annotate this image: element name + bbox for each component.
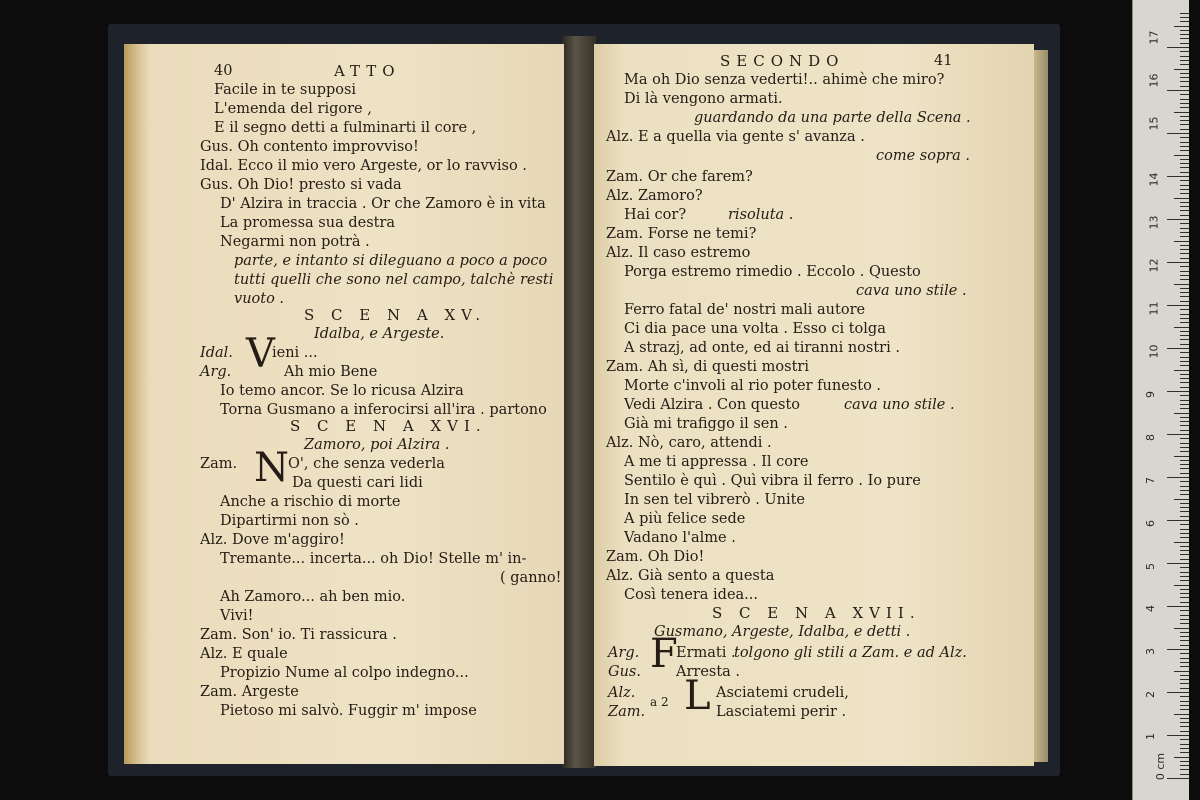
ruler-number: 10 [1147,344,1161,359]
text-line: Ermati . [676,645,736,661]
scene-characters: Idalba, e Argeste. [314,326,445,342]
ruler-tick [1180,142,1189,143]
text-line: O', che senza vederla [288,456,445,472]
ruler-tick [1180,516,1189,517]
ruler-tick [1180,451,1189,452]
ruler-tick [1180,572,1189,573]
ruler-tick [1180,292,1189,293]
ruler-tick [1180,146,1189,147]
ruler-tick [1174,155,1189,156]
ruler-tick [1180,228,1189,229]
text-line: D' Alzira in traccia . Or che Zamoro è in vita [220,196,546,212]
text-line: In sen tel vibrerò . Unite [624,492,806,508]
ruler-tick [1180,365,1189,366]
ruler-tick [1180,765,1189,766]
ruler-tick [1180,550,1189,551]
ruler-tick [1180,593,1189,594]
ruler-tick [1174,69,1189,70]
drop-cap: L [684,673,711,719]
ruler-tick [1167,391,1189,392]
text-line: Zam. Oh Dio! [606,549,705,565]
ruler-tick [1180,103,1189,104]
right-page [594,44,1034,766]
ruler-tick [1180,744,1189,745]
ruler-tick [1180,701,1189,702]
ruler-tick [1180,739,1189,740]
text-line: A più felice sede [624,511,746,527]
ruler-tick [1180,503,1189,504]
ruler-tick [1180,533,1189,534]
ruler-tick [1180,288,1189,289]
ruler-tick [1180,86,1189,87]
ruler-tick [1180,726,1189,727]
text-line: Ci dia pace una volta . Esso ci tolga [624,321,886,337]
ruler-tick [1180,610,1189,611]
ruler-tick [1167,348,1189,349]
ruler-tick [1167,606,1189,607]
ruler-tick [1180,335,1189,336]
ruler-tick [1180,73,1189,74]
ruler-number: 5 [1144,563,1157,570]
stage-direction: risoluta . [728,207,794,223]
text-line: Io temo ancor. Se lo ricusa Alzira [220,383,464,399]
text-line: Ah Zamoro... ah ben mio. [220,589,406,605]
ruler-tick [1180,473,1189,474]
ruler-tick [1180,666,1189,667]
ruler-tick [1180,662,1189,663]
text-line: Propizio Nume al colpo indegno... [220,665,469,681]
ruler-tick [1167,778,1189,779]
text-line: Asciatemi crudeli, [716,685,849,701]
ruler-tick [1167,305,1189,306]
ruler-tick [1180,322,1189,323]
speaker-label: Idal. [200,345,233,361]
text-line: La promessa sua destra [220,215,396,231]
ruler-tick [1180,206,1189,207]
ruler-tick [1180,722,1189,723]
ruler-tick [1180,490,1189,491]
text-line: Gus. Oh contento improvviso! [200,139,419,155]
text-line: Facile in te supposi [214,82,357,98]
ruler-tick [1180,253,1189,254]
page-number: 40 [214,63,233,79]
ruler-tick [1180,481,1189,482]
ruler-tick [1180,430,1189,431]
drop-cap: N [254,445,289,491]
ruler-tick [1180,404,1189,405]
ruler-tick [1180,447,1189,448]
running-header: ATTO [334,62,401,80]
ruler-tick [1180,567,1189,568]
ruler-tick [1180,378,1189,379]
ruler-tick [1174,585,1189,586]
ruler-tick [1180,507,1189,508]
ruler-tick [1180,748,1189,749]
ruler-tick [1180,731,1189,732]
ruler-number: 6 [1144,520,1157,527]
page-edges [1034,50,1048,762]
ruler-tick [1180,636,1189,637]
ruler-tick [1167,735,1189,736]
ruler-tick [1180,468,1189,469]
text-line: Vivi! [220,608,254,624]
ruler-tick [1180,232,1189,233]
ruler-tick [1180,301,1189,302]
text-line: Torna Gusmano a inferocirsi all'ira . partono [220,402,547,418]
ruler-number: 15 [1147,116,1161,131]
ruler-number: 2 [1144,691,1157,698]
text-line: Alz. E a quella via gente s' avanza . [606,129,865,145]
ruler-tick [1180,137,1189,138]
text-line: Lasciatemi perir . [716,704,847,720]
ruler-tick [1180,163,1189,164]
ruler-tick [1180,202,1189,203]
ruler-tick [1180,94,1189,95]
ruler-tick [1174,112,1189,113]
text-line: Vadano l'alme . [624,530,736,546]
ruler-tick [1180,357,1189,358]
ruler-tick [1180,129,1189,130]
text-line: Vedi Alzira . Con questo [624,397,801,413]
ruler-tick [1180,81,1189,82]
speaker-label: Zam. [200,456,238,472]
ruler-tick [1180,761,1189,762]
ruler-tick [1180,344,1189,345]
ruler-tick [1174,714,1189,715]
ruler-tick [1174,628,1189,629]
ruler-tick [1174,671,1189,672]
ruler-tick [1180,683,1189,684]
ruler-tick [1180,464,1189,465]
ruler-tick [1180,576,1189,577]
drop-cap: V [246,331,275,377]
ruler-tick [1180,443,1189,444]
ruler-tick [1180,425,1189,426]
text-line: Ma oh Dio senza vederti!.. ahimè che miro? [624,72,945,88]
speaker-label: Alz. [608,685,636,701]
text-line: Alz. E quale [200,646,288,662]
ruler-tick [1180,43,1189,44]
ruler-tick [1180,13,1189,14]
text-line: Morte c'involi al rio poter funesto . [624,378,882,394]
ruler-tick [1167,649,1189,650]
ruler-tick [1180,271,1189,272]
ruler-tick [1180,615,1189,616]
text-line: Da questi cari lidi [292,475,423,491]
ruler-tick [1180,314,1189,315]
ruler-tick [1180,116,1189,117]
ruler-tick [1180,150,1189,151]
speaker-label: Gus. [608,664,641,680]
ruler-tick [1167,434,1189,435]
text-line: Zam. Son' io. Ti rassicura . [200,627,397,643]
ruler-tick [1180,421,1189,422]
ruler-tick [1180,537,1189,538]
ruler-tick [1180,193,1189,194]
page-number: 41 [934,53,953,69]
ruler-tick [1167,47,1189,48]
ruler-tick [1180,632,1189,633]
ruler-tick [1174,284,1189,285]
ruler-tick [1167,477,1189,478]
ruler-tick [1180,236,1189,237]
text-line: Negarmi non potrà . [220,234,370,250]
ruler-tick [1180,215,1189,216]
text-line: Arresta . [676,664,741,680]
ruler-tick [1180,258,1189,259]
text-line: Zam. Forse ne temi? [606,226,757,242]
ruler-tick [1180,460,1189,461]
ruler-tick [1180,296,1189,297]
text-line: Dipartirmi non sò . [220,513,359,529]
stage-direction: cava uno stile . [856,283,967,299]
text-line: Zam. Ah sì, di questi mostri [606,359,809,375]
scene-heading: S C E N A XV. [304,306,487,324]
stage-direction: guardando da una parte della Scena . [694,110,971,126]
ruler-tick [1180,64,1189,65]
ruler-tick [1180,640,1189,641]
ruler-tick [1180,580,1189,581]
text-line: Pietoso mi salvò. Fuggir m' impose [220,703,477,719]
ruler-tick [1180,107,1189,108]
ruler-number: 13 [1147,215,1161,230]
ruler-tick [1180,408,1189,409]
text-line: Porga estremo rimedio . Eccolo . Questo [624,264,921,280]
ruler-tick [1180,56,1189,57]
ruler-tick [1180,688,1189,689]
ruler-tick [1180,494,1189,495]
left-page [124,44,564,764]
text-line: Già mi trafiggo il sen . [624,416,788,432]
ruler-tick [1180,417,1189,418]
ruler-tick [1180,159,1189,160]
ruler-tick [1180,374,1189,375]
ruler-tick [1180,185,1189,186]
stage-direction: cava uno stile . [844,397,955,413]
text-line: Alz. Già sento a questa [606,568,775,584]
ruler-number: 8 [1144,434,1157,441]
text-line: Zam. Argeste [200,684,299,700]
text-line: A strazj, ad onte, ed ai tiranni nostri . [624,340,900,356]
ruler-tick [1180,529,1189,530]
ruler-tick [1180,382,1189,383]
stage-direction: come sopra . [876,148,971,164]
ruler-number: 14 [1147,172,1161,187]
ruler-tick [1174,456,1189,457]
stage-direction: tolgono gli stili a Zam. e ad Alz. [734,645,967,661]
ruler-tick [1174,542,1189,543]
ruler-number: 4 [1144,605,1157,612]
ruler-tick [1180,486,1189,487]
ruler-tick [1180,60,1189,61]
ruler-tick [1167,133,1189,134]
book-gutter [562,36,596,768]
text-line: Tremante... incerta... oh Dio! Stelle m' in- [220,551,527,567]
text-line: Di là vengono armati. [624,91,783,107]
measuring-ruler [1132,0,1189,800]
speaker-label: Zam. [608,704,646,720]
stage-direction: parte, e intanto si dileguano a poco a poco [234,253,548,269]
ruler-tick [1174,370,1189,371]
ruler-number: 9 [1144,391,1157,398]
ruler-number: 3 [1144,648,1157,655]
ruler-tick [1180,245,1189,246]
ruler-tick [1180,524,1189,525]
ruler-tick [1180,589,1189,590]
ruler-tick [1180,34,1189,35]
ruler-unit-label: 0 cm [1154,752,1168,781]
ruler-tick [1180,679,1189,680]
ruler-number: 12 [1147,258,1161,273]
text-line: Sentilo è quì . Quì vibra il ferro . Io pure [624,473,921,489]
scene-heading: S C E N A XVII. [712,604,921,622]
ruler-tick [1167,219,1189,220]
ruler-tick [1167,520,1189,521]
ruler-number: 16 [1147,73,1161,88]
ruler-tick [1174,241,1189,242]
ruler-tick [1180,17,1189,18]
text-line: ieni ... [272,345,318,361]
text-line: L'emenda del rigore , [214,101,372,117]
ruler-tick [1180,318,1189,319]
ruler-tick [1180,559,1189,560]
text-line: Ah mio Bene [284,364,378,380]
ruler-tick [1180,774,1189,775]
ruler-tick [1180,718,1189,719]
ruler-tick [1180,266,1189,267]
text-line: Ferro fatal de' nostri mali autore [624,302,866,318]
running-header: SECONDO [720,52,845,70]
ruler-tick [1180,511,1189,512]
drop-cap: F [650,631,678,677]
text-line: a 2 [650,695,669,709]
text-line: Hai cor? [624,207,687,223]
ruler-tick [1180,597,1189,598]
ruler-number: 7 [1144,477,1157,484]
ruler-tick [1180,709,1189,710]
ruler-tick [1174,499,1189,500]
ruler-tick [1180,309,1189,310]
ruler-tick [1180,769,1189,770]
ruler-tick [1180,172,1189,173]
ruler-tick [1180,602,1189,603]
ruler-tick [1180,705,1189,706]
text-line: Anche a rischio di morte [220,494,401,510]
ruler-tick [1180,653,1189,654]
text-line: Idal. Ecco il mio vero Argeste, or lo ravviso . [200,158,527,174]
speaker-label: Arg. [608,645,640,661]
text-line: E il segno detti a fulminarti il core , [214,120,477,136]
ruler-tick [1180,387,1189,388]
ruler-tick [1167,563,1189,564]
ruler-number: 17 [1147,30,1161,45]
ruler-tick [1174,413,1189,414]
text-line: Gus. Oh Dio! presto si vada [200,177,402,193]
ruler-tick [1180,554,1189,555]
ruler-number: 11 [1147,301,1161,316]
ruler-tick [1174,198,1189,199]
ruler-tick [1180,124,1189,125]
scene-heading: S C E N A XVI. [290,417,487,435]
scene-characters: Gusmano, Argeste, Idalba, e detti . [654,624,911,640]
ruler-tick [1174,327,1189,328]
ruler-tick [1174,757,1189,758]
ruler-tick [1167,176,1189,177]
ruler-tick [1180,223,1189,224]
ruler-tick [1180,99,1189,100]
text-line: Alz. Dove m'aggiro! [200,532,345,548]
text-line: Alz. Il caso estremo [606,245,751,261]
ruler-tick [1180,180,1189,181]
ruler-tick [1180,675,1189,676]
text-line: Alz. Nò, caro, attendi . [606,435,772,451]
ruler-number: 1 [1144,733,1157,740]
ruler-tick [1180,30,1189,31]
ruler-tick [1180,51,1189,52]
ruler-tick [1180,752,1189,753]
speaker-label: Arg. [200,364,232,380]
ruler-tick [1167,262,1189,263]
ruler-tick [1180,658,1189,659]
ruler-tick [1180,275,1189,276]
stage-direction: vuoto . [234,291,285,307]
text-line: Alz. Zamoro? [606,188,703,204]
scene-characters: Zamoro, poi Alzira . [304,437,450,453]
ruler-tick [1180,400,1189,401]
ruler-tick [1167,692,1189,693]
text-line: ( ganno! [500,570,562,586]
ruler-tick [1180,395,1189,396]
ruler-tick [1180,38,1189,39]
text-line: Zam. Or che farem? [606,169,753,185]
ruler-tick [1180,623,1189,624]
ruler-tick [1180,279,1189,280]
ruler-tick [1180,77,1189,78]
ruler-tick [1180,189,1189,190]
ruler-tick [1180,546,1189,547]
ruler-tick [1167,90,1189,91]
ruler-tick [1180,696,1189,697]
ruler-tick [1180,352,1189,353]
stage-direction: tutti quelli che sono nel campo, talchè resti [234,272,554,288]
ruler-tick [1180,619,1189,620]
ruler-tick [1180,339,1189,340]
ruler-tick [1180,645,1189,646]
ruler-tick [1174,26,1189,27]
text-line: Così tenera idea... [624,587,758,603]
ruler-tick [1180,210,1189,211]
ruler-tick [1180,120,1189,121]
ruler-tick [1180,331,1189,332]
ruler-tick [1180,21,1189,22]
ruler-tick [1180,167,1189,168]
text-line: A me ti appressa . Il core [624,454,809,470]
ruler-tick [1180,249,1189,250]
ruler-tick [1180,361,1189,362]
ruler-tick [1180,438,1189,439]
